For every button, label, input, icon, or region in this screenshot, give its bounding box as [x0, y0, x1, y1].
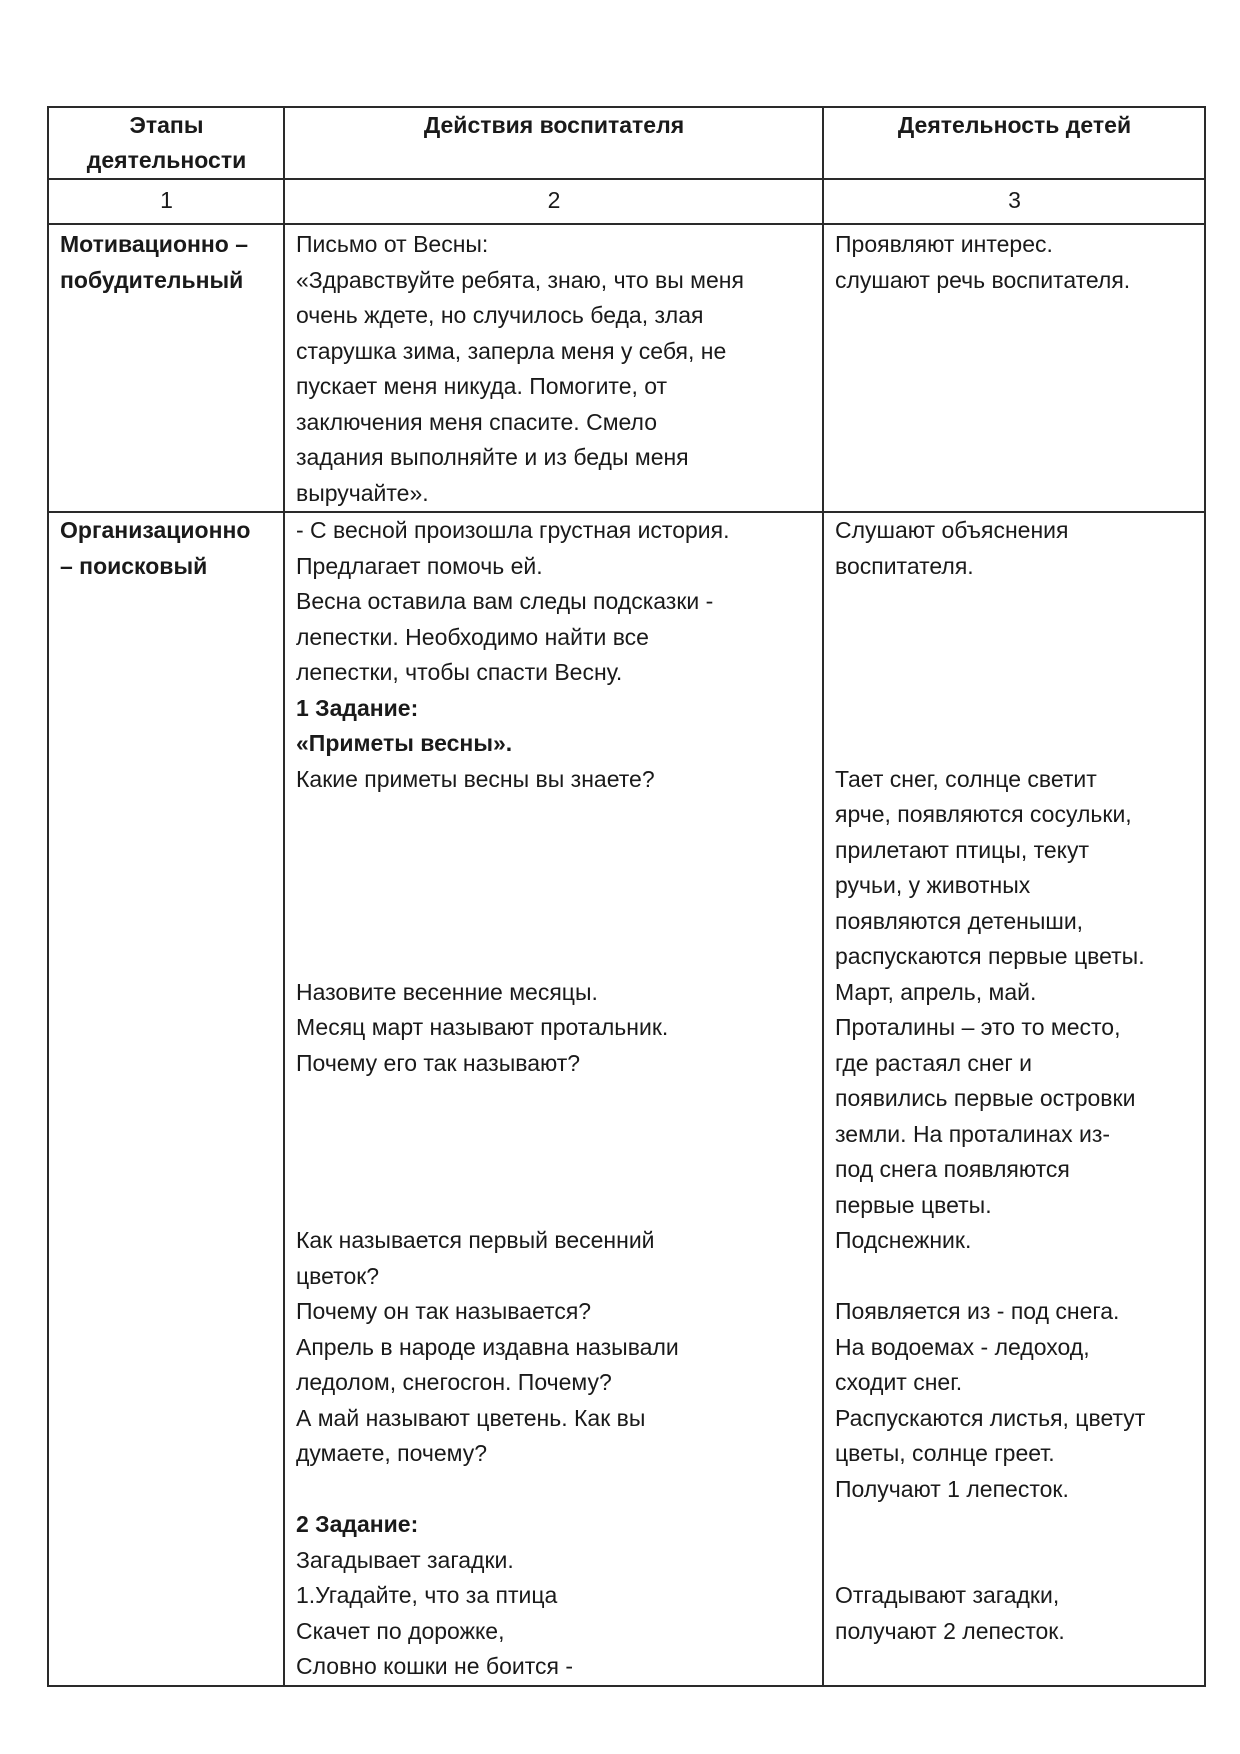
header-teacher-line: Действия воспитателя [423, 112, 685, 138]
text-line: распускаются первые цветы. [835, 943, 1145, 969]
table-row-organizational [48, 512, 1205, 1686]
header-stages-line: Этапы [129, 112, 204, 138]
teacher-cell [284, 224, 823, 512]
table-row-motivational [48, 224, 1205, 512]
text-line: Слушают объяснения [835, 517, 1069, 543]
column-number-row [48, 179, 1205, 224]
text-line: лепестки. Необходимо найти все [296, 623, 649, 650]
blank-line [835, 1543, 1194, 1579]
text-line: цветок? [296, 1262, 380, 1289]
text-line: Мотивационно – [60, 231, 249, 257]
column-number: 1 [48, 179, 284, 224]
lesson-plan-table [47, 106, 1206, 1687]
text-line: заключения меня спасите. Смело [296, 408, 658, 435]
blank-line [296, 1117, 812, 1153]
text-line: Загадывает загадки. [296, 1546, 514, 1573]
children-cell [823, 512, 1205, 1686]
blank-line [296, 904, 812, 940]
stage-lines [60, 513, 273, 584]
text-line: А май называют цветень. Как вы [296, 1404, 646, 1431]
text-line: ярче, появляются сосульки, [835, 801, 1132, 827]
text-line: ручьи, у животных [835, 872, 1031, 898]
text-line: пускает меня никуда. Помогите, от [296, 373, 668, 399]
text-line: очень ждете, но случилось беда, злая [296, 302, 704, 328]
blank-line [296, 939, 812, 975]
blank-line [296, 868, 812, 904]
text-line: 1 Задание: [296, 694, 419, 721]
header-stages [48, 107, 284, 179]
header-children-activity [823, 107, 1205, 179]
column-number: 2 [284, 179, 823, 224]
blank-line [296, 797, 812, 833]
blank-line [835, 584, 1194, 620]
text-line: под снега появляются [835, 1156, 1070, 1182]
text-line: 1.Угадайте, что за птица [296, 1582, 558, 1608]
text-line: Письмо от Весны: [296, 231, 489, 257]
text-line: задания выполняйте и из беды меня [296, 444, 689, 470]
teacher-cell [284, 512, 823, 1686]
children-lines [835, 227, 1194, 298]
text-line: побудительный [60, 266, 244, 293]
text-line: Почему он так называется? [296, 1298, 592, 1324]
text-line: Распускаются листья, цветут [835, 1404, 1146, 1431]
children-lines [835, 513, 1194, 1649]
text-line: Появляется из - под снега. [835, 1298, 1120, 1324]
text-line: Проталины – это то место, [835, 1014, 1121, 1040]
blank-line [296, 1081, 812, 1117]
text-line: – поисковый [60, 552, 208, 579]
text-line: На водоемах - ледоход, [835, 1333, 1090, 1360]
text-line: сходит снег. [835, 1369, 963, 1395]
text-line: прилетают птицы, текут [835, 836, 1090, 863]
blank-line [835, 655, 1194, 691]
blank-line [835, 1507, 1194, 1543]
text-line: думаете, почему? [296, 1440, 488, 1466]
text-line: получают 2 лепесток. [835, 1617, 1065, 1644]
text-line: выручайте». [296, 479, 429, 506]
text-line: Скачет по дорожке, [296, 1617, 505, 1644]
text-line: Предлагает помочь ей. [296, 552, 543, 579]
text-line: цветы, солнце греет. [835, 1440, 1055, 1466]
stage-cell [48, 224, 284, 512]
text-line: - С весной произошла грустная история. [296, 517, 730, 543]
text-line: Какие приметы весны вы знаете? [296, 765, 655, 792]
text-line: старушка зима, заперла меня у себя, не [296, 337, 727, 364]
text-line: лепестки, чтобы спасти Весну. [296, 659, 623, 685]
header-children-line: Деятельность детей [897, 112, 1132, 138]
blank-line [296, 1188, 812, 1224]
blank-line [296, 1152, 812, 1188]
text-line: слушают речь воспитателя. [835, 266, 1131, 293]
column-number: 3 [823, 179, 1205, 224]
blank-line [835, 691, 1194, 727]
text-line: земли. На проталинах из- [835, 1120, 1111, 1147]
header-teacher-actions [284, 107, 823, 179]
stage-lines [60, 227, 273, 298]
text-line: ледолом, снегосгон. Почему? [296, 1369, 612, 1395]
text-line: Отгадывают загадки, [835, 1582, 1060, 1608]
text-line: появились первые островки [835, 1085, 1136, 1111]
text-line: где растаял снег и [835, 1049, 1032, 1076]
text-line: «Здравствуйте ребята, знаю, что вы меня [296, 266, 744, 293]
text-line: Подснежник. [835, 1227, 972, 1253]
text-line: Весна оставила вам следы подсказки - [296, 588, 714, 614]
blank-line [835, 1259, 1194, 1295]
text-line: Тает снег, солнце светит [835, 765, 1097, 792]
text-line: «Приметы весны». [296, 730, 513, 756]
text-line: воспитателя. [835, 552, 974, 579]
teacher-lines [296, 227, 812, 511]
header-stages-line: деятельности [86, 147, 247, 173]
text-line: Организационно [60, 517, 251, 543]
text-line: Назовите весенние месяцы. [296, 978, 598, 1005]
text-line: Месяц март называют протальник. [296, 1014, 669, 1040]
stage-cell [48, 512, 284, 1686]
blank-line [835, 620, 1194, 656]
text-line: Словно кошки не боится - [296, 1653, 574, 1679]
text-line: 2 Задание: [296, 1511, 419, 1537]
text-line: Проявляют интерес. [835, 231, 1053, 257]
teacher-lines [296, 513, 812, 1685]
text-line: появляются детеныши, [835, 907, 1084, 934]
text-line: Март, апрель, май. [835, 978, 1037, 1005]
text-line: Апрель в народе издавна называли [296, 1333, 679, 1360]
children-cell [823, 224, 1205, 512]
text-line: первые цветы. [835, 1191, 992, 1218]
text-line: Получают 1 лепесток. [835, 1475, 1069, 1502]
blank-line [296, 1472, 812, 1508]
blank-line [296, 833, 812, 869]
blank-line [835, 726, 1194, 762]
header-row [48, 107, 1205, 179]
text-line: Как называется первый весенний [296, 1227, 655, 1253]
text-line: Почему его так называют? [296, 1049, 581, 1076]
